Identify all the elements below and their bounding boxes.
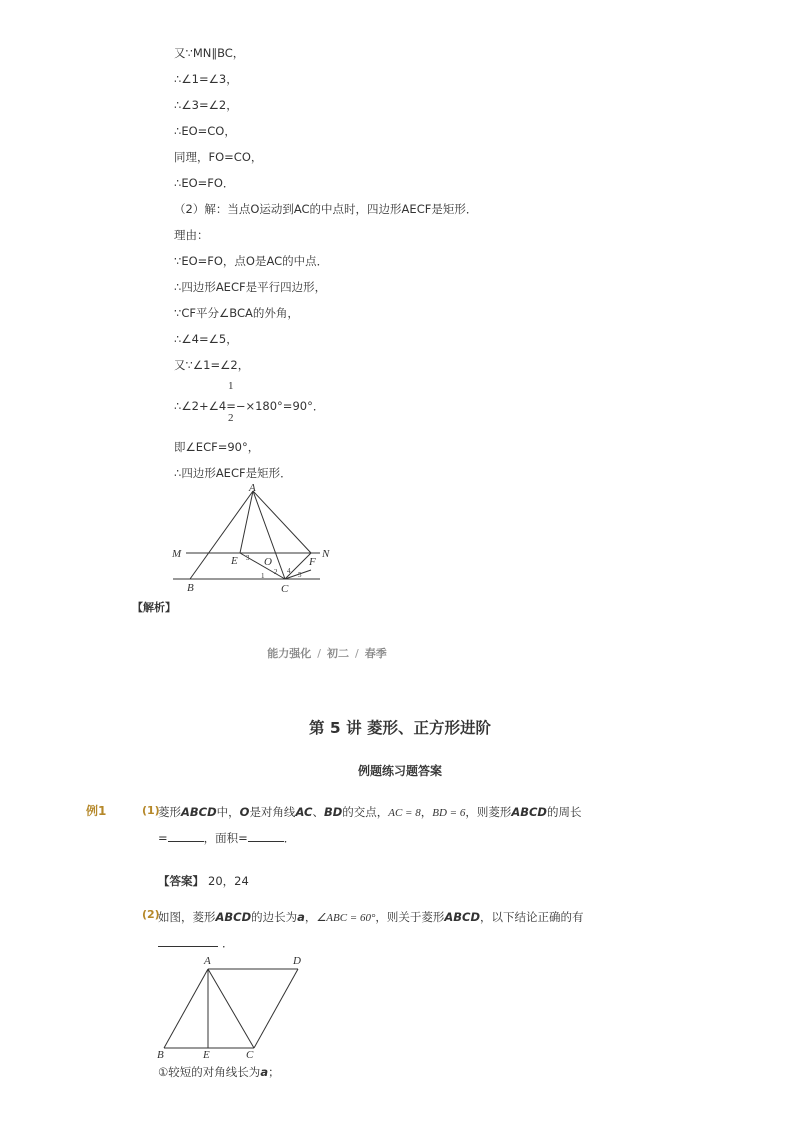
q1-eq: = bbox=[158, 831, 168, 845]
q1-text: 的周长 bbox=[546, 805, 582, 819]
q1-text: 中， bbox=[216, 805, 240, 819]
q2-text: ， bbox=[304, 910, 317, 924]
question-1-line-2 bbox=[158, 830, 295, 846]
q1-abcd: ABCD bbox=[181, 805, 217, 819]
q2-period: ． bbox=[222, 936, 234, 950]
angle-number-3: 3 bbox=[246, 554, 250, 562]
proof-line-5: 同理，FO=CO， bbox=[174, 150, 263, 164]
proof-line-3: ∴∠3=∠2， bbox=[174, 98, 238, 112]
q1-o: O bbox=[239, 805, 250, 819]
footer-part-3: 春季 bbox=[364, 647, 387, 660]
q1-text: ， bbox=[420, 805, 433, 819]
q1-text: 菱形 bbox=[158, 805, 181, 819]
angle-number-4: 4 bbox=[287, 567, 291, 575]
proof-line-12: ∴∠4=∠5， bbox=[174, 332, 238, 346]
proof-line-9: ∵EO=FO，点O是AC的中点． bbox=[174, 254, 329, 268]
angle-number-1: 1 bbox=[261, 572, 265, 580]
label-c: C bbox=[281, 583, 289, 595]
proof-line-7: （2）解：当点O运动到AC的中点时，四边形AECF是矩形． bbox=[174, 202, 478, 216]
label-o: O bbox=[264, 556, 272, 568]
footer-sep-1: / bbox=[317, 647, 321, 660]
answer-tag: 【答案】 bbox=[158, 874, 204, 888]
q1-ac-value: AC = 8 bbox=[388, 807, 421, 819]
question-1-number: (1) bbox=[142, 804, 160, 817]
q1-abcd: ABCD bbox=[511, 805, 547, 819]
q1-text: 是对角线 bbox=[249, 805, 296, 819]
section-title: 例题练习题答案 bbox=[357, 764, 442, 778]
q1-ac: AC bbox=[295, 805, 313, 819]
q1-bd: BD bbox=[323, 805, 343, 819]
label-e: E bbox=[203, 1049, 210, 1061]
conclusion-1-text: ①较短的对角线长为 bbox=[158, 1065, 261, 1079]
q2-abcd: ABCD bbox=[215, 910, 252, 924]
label-f: F bbox=[309, 556, 316, 568]
q1-text: 的交点， bbox=[342, 805, 389, 819]
analysis-tag: 【解析】 bbox=[132, 601, 176, 614]
geometry-figure-1 bbox=[168, 480, 348, 598]
question-2-line-1 bbox=[158, 909, 584, 925]
q1-text: 、 bbox=[312, 805, 324, 819]
q2-abcd: ABCD bbox=[444, 910, 481, 924]
proof-line-10: ∴四边形AECF是平行四边形， bbox=[174, 280, 327, 294]
proof-line-13: 又∵∠1=∠2， bbox=[174, 358, 250, 372]
area-blank[interactable] bbox=[248, 831, 284, 842]
proof-line-4: ∴EO=CO， bbox=[174, 124, 236, 138]
lecture-title: 第 5 讲 菱形、正方形进阶 bbox=[309, 719, 491, 737]
q2-text: ，则关于菱形 bbox=[375, 910, 445, 924]
label-n: N bbox=[322, 548, 330, 560]
q2-text: ，以下结论正确的有 bbox=[480, 910, 584, 924]
q1-area-label: ，面积= bbox=[203, 831, 248, 845]
label-a: A bbox=[249, 482, 256, 494]
label-c: C bbox=[246, 1049, 254, 1061]
fraction-denominator: 2 bbox=[228, 412, 234, 424]
fraction-numerator: 1 bbox=[228, 380, 234, 392]
conclusion-blank[interactable] bbox=[158, 936, 218, 947]
conclusion-1-end: ； bbox=[268, 1065, 280, 1079]
angle-number-2: 2 bbox=[274, 568, 278, 576]
q1-period: ． bbox=[283, 831, 296, 845]
proof-line-6: ∴EO=FO． bbox=[174, 176, 235, 190]
perimeter-blank[interactable] bbox=[168, 831, 204, 842]
footer-part-2: 初二 bbox=[327, 647, 349, 660]
conclusion-1 bbox=[158, 1064, 280, 1080]
question-2-number: (2) bbox=[142, 908, 160, 921]
label-d: D bbox=[293, 955, 301, 967]
label-m: M bbox=[172, 548, 182, 560]
proof-line-2: ∴∠1=∠3， bbox=[174, 72, 238, 86]
label-b: B bbox=[157, 1049, 164, 1061]
proof-line-16: ∴四边形AECF是矩形． bbox=[174, 466, 292, 480]
footer-part-1: 能力强化 bbox=[267, 647, 312, 660]
proof-line-14: ∴∠2+∠4=−×180°=90°． bbox=[174, 399, 325, 413]
q2-a: a bbox=[297, 910, 305, 924]
conclusion-1-a: a bbox=[260, 1065, 269, 1079]
question-1-line-1 bbox=[158, 804, 581, 820]
proof-line-11: ∵CF平分∠BCA的外角， bbox=[174, 306, 299, 320]
proof-line-1: 又∵MN∥BC， bbox=[174, 46, 245, 60]
label-b: B bbox=[187, 582, 194, 594]
q2-text: 如图，菱形 bbox=[158, 910, 216, 924]
answer-line bbox=[158, 873, 249, 889]
q1-text: ，则菱形 bbox=[465, 805, 512, 819]
angle-number-5: 5 bbox=[298, 571, 302, 579]
label-a: A bbox=[204, 955, 211, 967]
question-2-line-2 bbox=[158, 935, 234, 951]
example-label: 例1 bbox=[86, 804, 107, 818]
proof-line-15: 即∠ECF=90°， bbox=[174, 440, 260, 454]
q1-bd-value: BD = 6 bbox=[432, 807, 466, 819]
proof-line-8: 理由： bbox=[174, 228, 209, 242]
answer-value: 20，24 bbox=[208, 874, 249, 888]
q2-text: 的边长为 bbox=[251, 910, 298, 924]
q2-angle: ∠ABC = 60° bbox=[316, 912, 376, 924]
label-e: E bbox=[231, 555, 238, 567]
rhombus-figure bbox=[152, 950, 312, 1062]
footer-sep-2: / bbox=[355, 647, 359, 660]
page-footer bbox=[0, 645, 654, 661]
